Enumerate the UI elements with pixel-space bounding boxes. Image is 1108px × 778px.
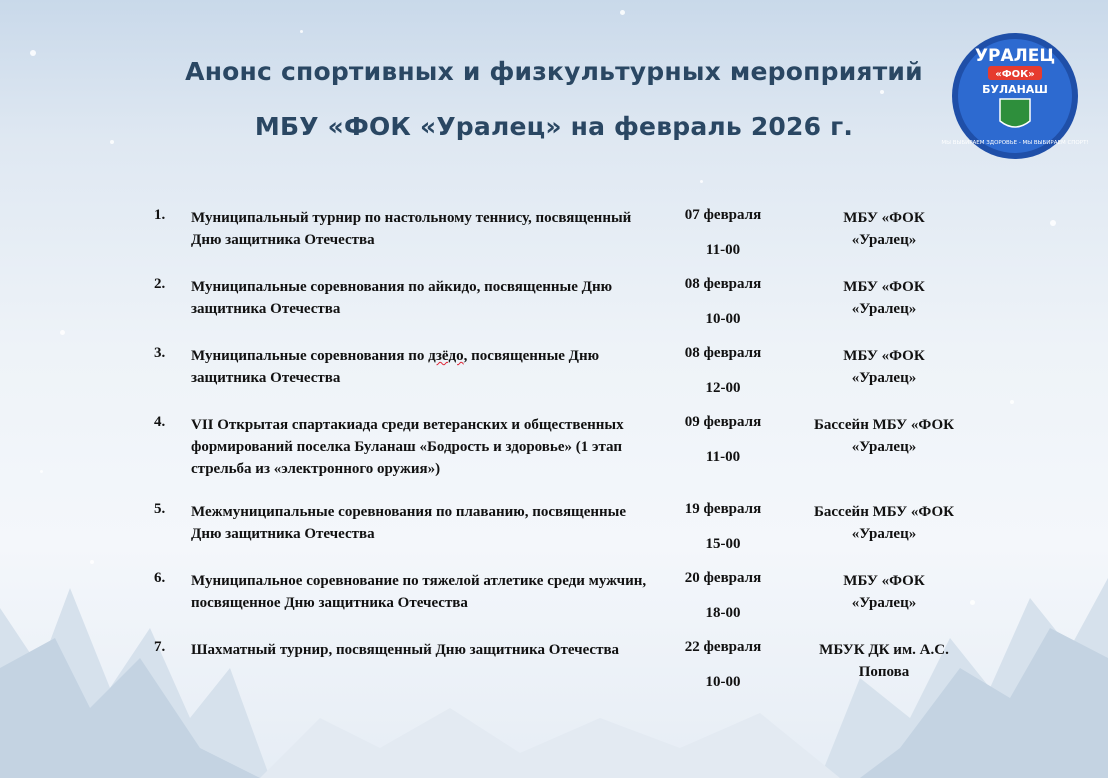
- event-place: МБУ «ФОК «Уралец»: [843, 348, 925, 386]
- logo-name: УРАЛЕЦ: [974, 46, 1056, 66]
- event-date: 22 февраля: [684, 639, 762, 655]
- event-name: Межмуниципальные соревнования по плаванию, посвященные Дню защитника Отечества: [191, 504, 627, 542]
- event-date: 20 февраля: [684, 570, 762, 586]
- event-date: 08 февраля: [684, 345, 762, 361]
- event-time: 11-00: [705, 242, 741, 258]
- event-number: 2.: [154, 276, 166, 292]
- event-number: 3.: [154, 345, 166, 361]
- event-place: Бассейн МБУ «ФОК «Уралец»: [813, 504, 955, 542]
- logo-badge: «ФОК»: [995, 69, 1035, 80]
- uralets-logo: [941, 31, 1089, 161]
- event-date: 09 февраля: [684, 414, 762, 430]
- event-date: 07 февраля: [684, 207, 762, 223]
- event-number: 5.: [154, 501, 166, 517]
- event-time: 11-00: [705, 449, 741, 465]
- event-number: 6.: [154, 570, 166, 586]
- event-number: 4.: [154, 414, 166, 430]
- event-time: 10-00: [705, 674, 741, 690]
- event-name: Муниципальный турнир по настольному теннису, посвященный Дню защитника Отечества: [191, 210, 632, 248]
- event-place: Бассейн МБУ «ФОК «Уралец»: [813, 417, 955, 455]
- event-number: 1.: [154, 207, 166, 223]
- event-name: Муниципальные соревнования по айкидо, посвященные Дню защитника Отечества: [191, 279, 613, 317]
- event-place: МБУ «ФОК «Уралец»: [843, 279, 925, 317]
- spellcheck-flagged-word: дзёдо: [428, 348, 464, 364]
- page-title-line1: Анонс спортивных и физкультурных мероприятий: [185, 57, 923, 86]
- logo-motto: МЫ ВЫБИРАЕМ ЗДОРОВЬЕ - МЫ ВЫБИРАЕМ СПОРТ!: [941, 140, 1089, 146]
- event-place: МБУ «ФОК «Уралец»: [843, 210, 925, 248]
- event-time: 10-00: [705, 311, 741, 327]
- event-name: Муниципальное соревнование по тяжелой атлетике среди мужчин, посвященное Дню защитника Отечества: [191, 573, 647, 611]
- event-place: МБУ «ФОК «Уралец»: [843, 573, 925, 611]
- event-date: 19 февраля: [684, 501, 762, 517]
- logo-town: БУЛАНАШ: [982, 83, 1048, 96]
- event-name: Шахматный турнир, посвященный Дню защитника Отечества: [191, 642, 620, 658]
- coat-of-arms-icon: [1000, 99, 1030, 127]
- event-name: VII Открытая спартакиада среди ветеранских и общественных формирований поселка Буланаш «Бодрость и здоровье» (1 этап стрельба из «электронного оружия»): [191, 417, 624, 477]
- event-number: 7.: [154, 639, 166, 655]
- event-time: 18-00: [705, 605, 741, 621]
- event-place: МБУК ДК им. А.С. Попова: [819, 642, 949, 680]
- event-time: 15-00: [705, 536, 741, 552]
- event-name: Муниципальные соревнования по дзёдо, посвященные Дню защитника Отечества: [191, 348, 600, 386]
- event-time: 12-00: [705, 380, 741, 396]
- event-date: 08 февраля: [684, 276, 762, 292]
- page-title-line2: МБУ «ФОК «Уралец» на февраль 2026 г.: [254, 112, 854, 141]
